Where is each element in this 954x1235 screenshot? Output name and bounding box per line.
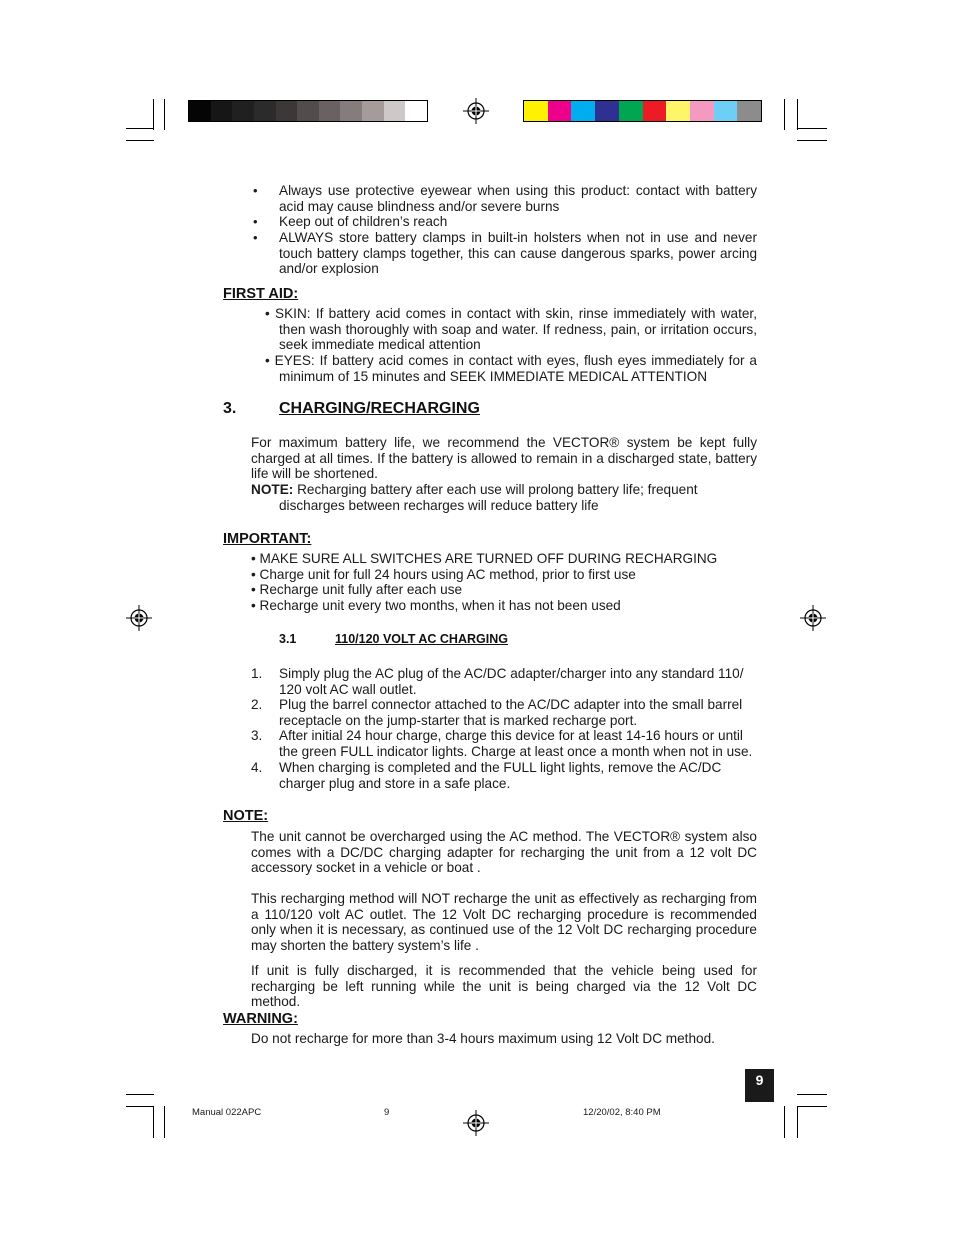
section-number: 3. — [223, 400, 237, 417]
color-swatch — [211, 101, 233, 121]
note-heading: NOTE: — [223, 808, 269, 824]
color-swatch — [384, 101, 406, 121]
color-swatch — [297, 101, 319, 121]
warning-heading: WARNING: — [223, 1011, 298, 1027]
note-paragraph: If unit is fully discharged, it is recommended that the vehicle being used for recharging be left running while the unit is being charged via the 12 Volt DC method. — [251, 963, 757, 1010]
color-swatch — [571, 101, 595, 121]
registration-target-icon — [126, 605, 152, 631]
step-number: 3. — [251, 728, 263, 743]
color-swatch — [362, 101, 384, 121]
bullet-dot: • — [253, 230, 258, 245]
color-swatch — [232, 101, 254, 121]
list-item: • MAKE SURE ALL SWITCHES ARE TURNED OFF DURING RECHARGING — [251, 551, 718, 566]
list-item: • Recharge unit fully after each use — [251, 582, 463, 597]
color-swatch — [666, 101, 690, 121]
step-text: When charging is completed and the FULL light lights, remove the AC/DC charger plug and store in a safe place. — [279, 760, 722, 791]
color-swatch — [595, 101, 619, 121]
note-label: NOTE: — [251, 482, 294, 497]
footer-filename: Manual 022APC — [192, 1107, 262, 1118]
step-number: 1. — [251, 666, 263, 681]
step-text: After initial 24 hour charge, charge this device for at least 14-16 hours or until the green FULL indicator lights. Charge at least once a month when not in use. — [279, 728, 753, 759]
list-item: • Recharge unit every two months, when it has not been used — [251, 598, 621, 613]
note-paragraph: The unit cannot be overcharged using the AC method. The VECTOR® system also comes with a DC/DC charging adapter for recharging the unit from a 12 volt DC accessory socket in a vehicle or boat . — [251, 829, 757, 876]
first-aid-skin: • SKIN: If battery acid comes in contact with skin, rinse immediately with water, then wash thoroughly with soap and water. If redness, pain, or irritation occurs, seek immediate medical attention — [265, 306, 757, 353]
list-item: Always use protective eyewear when using this product: contact with battery acid may cause blindness and/or severe burns — [279, 183, 757, 214]
color-swatch — [737, 101, 761, 121]
color-bar — [523, 100, 762, 122]
list-item: Keep out of children’s reach — [279, 214, 448, 229]
registration-target-icon — [800, 605, 826, 631]
step-number: 4. — [251, 760, 263, 775]
note-paragraph: This recharging method will NOT recharge the unit as effectively as recharging from a 110/120 volt AC outlet. The 12 Volt DC recharging procedure is recommended only when it is necessary, as continued use of the 12 Volt DC recharging procedure may shorten the battery system’s life . — [251, 891, 757, 953]
color-swatch — [690, 101, 714, 121]
registration-target-icon — [463, 98, 489, 124]
section-title: CHARGING/RECHARGING — [279, 400, 480, 417]
subsection-number: 3.1 — [279, 632, 297, 646]
first-aid-heading: FIRST AID: — [223, 286, 299, 302]
color-swatch — [524, 101, 548, 121]
note-text: Recharging battery after each use will prolong battery life; frequent discharges between recharges will reduce battery life — [279, 482, 698, 513]
first-aid-eyes: • EYES: If battery acid comes in contact with eyes, flush eyes immediately for a minimum of 15 minutes and SEEK IMMEDIATE MEDICAL ATTENTION — [265, 353, 757, 384]
color-swatch — [548, 101, 572, 121]
color-swatch — [340, 101, 362, 121]
section-note — [251, 482, 757, 513]
important-heading: IMPORTANT: — [223, 531, 312, 547]
color-swatch — [189, 101, 211, 121]
color-swatch — [405, 101, 427, 121]
warning-text: Do not recharge for more than 3-4 hours maximum using 12 Volt DC method. — [251, 1031, 715, 1046]
color-swatch — [254, 101, 276, 121]
grayscale-bar — [188, 100, 428, 122]
color-swatch — [619, 101, 643, 121]
color-swatch — [643, 101, 667, 121]
footer-timestamp: 12/20/02, 8:40 PM — [583, 1107, 661, 1118]
step-text: Simply plug the AC plug of the AC/DC adapter/charger into any standard 110/ 120 volt AC wall outlet. — [279, 666, 744, 697]
bullet-dot: • — [253, 214, 258, 229]
step-number: 2. — [251, 697, 263, 712]
step-text: Plug the barrel connector attached to the AC/DC adapter into the small barrel receptacle on the jump-starter that is marked recharge port. — [279, 697, 743, 728]
color-swatch — [714, 101, 738, 121]
registration-target-icon — [463, 1110, 489, 1136]
list-item: • Charge unit for full 24 hours using AC method, prior to first use — [251, 567, 636, 582]
list-item: ALWAYS store battery clamps in built-in holsters when not in use and never touch battery clamps together, this can cause dangerous sparks, power arcing and/or explosion — [279, 230, 757, 277]
section-paragraph: For maximum battery life, we recommend the VECTOR® system be kept fully charged at all times. If the battery is allowed to remain in a discharged state, battery life will be shortened. — [251, 435, 757, 482]
bullet-dot: • — [253, 183, 258, 198]
footer-page: 9 — [384, 1107, 390, 1118]
color-swatch — [319, 101, 341, 121]
page-number-badge: 9 — [745, 1069, 774, 1102]
color-swatch — [276, 101, 298, 121]
subsection-title: 110/120 VOLT AC CHARGING — [335, 632, 508, 646]
